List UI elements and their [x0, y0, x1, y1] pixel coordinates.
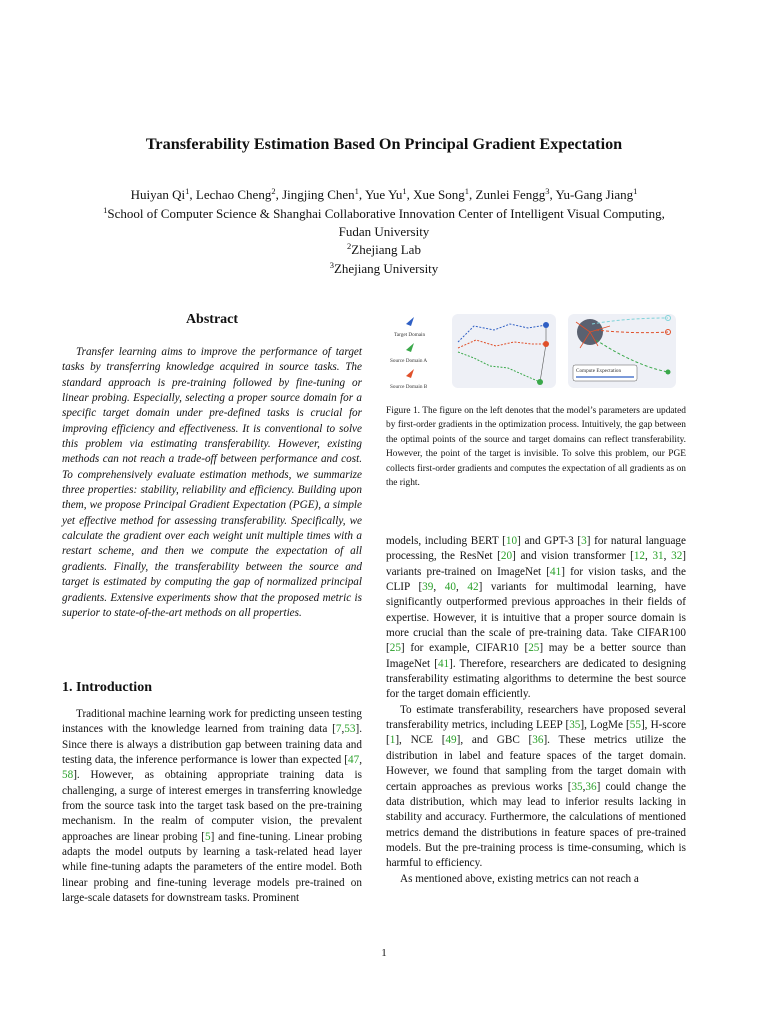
author-sup: 3 [545, 186, 550, 196]
citation-link[interactable]: 3 [581, 535, 587, 547]
citation-link[interactable]: 7 [335, 723, 342, 736]
citation-link[interactable]: 47 [348, 754, 360, 767]
citation-link[interactable]: 35 [569, 719, 581, 732]
legend-source-a-label: Source Domain A [390, 358, 428, 364]
source-a-arrow-icon [406, 343, 414, 352]
author-name: Jingjing Chen [282, 187, 355, 202]
citation-link[interactable]: 32 [671, 550, 683, 563]
affiliation-text: Zhejiang Lab [351, 242, 421, 257]
affiliation-sup: 1 [103, 205, 108, 215]
citation-link[interactable]: 53 [344, 723, 356, 736]
citation-link[interactable]: 58 [62, 769, 74, 782]
paragraph: Traditional machine learning work for predicting unseen testing instances with the knowledge learned from training data [7,53]. Since there is always a distribution gap between training data and testing data, the inference performance is lower than expected [47, 58]. However, as obtaining appropriate training data is challenging, a surge of interest emerges in transferring knowledge from the source task into the target task based on the pre-training mechanism. In the realm of computer vision, the prevalent approaches are linear probing [5] and fine-tuning. Linear probing adapts the model outputs by learning a task-related head layer while fine-tuning adapts the parameters of the entire model. Both linear probing and fine-tuning leverage models pre-trained on large-scale datasets for downstream tasks. Prominent [62, 708, 362, 905]
author-name: Zunlei Fengg [475, 187, 546, 202]
citation-link[interactable]: 35 [571, 780, 583, 793]
source-b-arrow-icon [406, 369, 414, 378]
target-optimum [543, 322, 549, 328]
source-a-optimum [537, 379, 543, 385]
abstract-heading: Abstract [185, 312, 239, 327]
citation-link[interactable]: 20 [500, 550, 513, 563]
author-name: Yu-Gang Jiang [555, 187, 634, 202]
target-arrow-icon [406, 317, 414, 326]
citation-link[interactable]: 55 [629, 719, 641, 732]
right-panel [568, 314, 676, 388]
introduction-body-continued [386, 534, 686, 887]
author-sup: 1 [185, 186, 190, 196]
author-sup: 1 [354, 186, 359, 196]
citation-link[interactable]: 42 [467, 581, 479, 594]
affiliation-2 [0, 240, 768, 259]
paragraph: models, including BERT [10] and GPT-3 [3] for natural language processing, the ResNet [20] and vision transformer [12, 31, 32] variants pre-trained on ImageNet [41] for vision tasks, and the CLIP [39, 40, 42] variants for multimodal learning, have significantly outperformed previous approaches in their fields of expertise. However, it is intuitive that a proper source domain is more crucial than the scale of pre-training data. Take CIFAR100 [25] for example, CIFAR10 [25] may be a better source than ImageNet [41]. Therefore, researchers are dedicated to designing transferability estimating algorithms to determine the best source for the target domain efficiently. [386, 535, 687, 701]
citation-link[interactable]: 41 [550, 565, 562, 578]
left-panel [452, 314, 556, 388]
citation-link[interactable]: 1 [389, 734, 396, 747]
citation-link[interactable]: 49 [445, 734, 457, 747]
figure-caption: Figure 1. The figure on the left denotes that the model’s parameters are updated by first-order gradients in the optimization process. Intuitively, the gap between the optimal points of the source and target domains can reflect transferability. However, the point of the target is invisible. To solve this problem, our PGE collects first-order gradients and computes the expectation of all gradients as on the right. [386, 406, 686, 489]
citation-link[interactable]: 25 [528, 642, 540, 655]
citation-link[interactable]: 25 [389, 642, 401, 655]
page-number: 1 [381, 947, 387, 959]
section-heading-introduction: 1. Introduction [62, 680, 152, 695]
abstract-paragraph: Transfer learning aims to improve the performance of target tasks by transferring knowledge acquired in source tasks. The standard approach is pre-training followed by fine-tuning or linear probing. Especially, selecting a proper source domain for a specific target domain under pre-defined tasks is crucial for improving efficiency and effectiveness. It is conventional to solve this problem via estimating transferability. However, existing methods can not reach a trade-off between performance and cost. To comprehensively evaluate estimation methods, we summarize three properties: stability, reliability and efficiency. Building upon them, we propose Principal Gradient Expectation (PGE), a simple yet effective method for assessing transferability. Specifically, we calculate the gradient over each weight unit multiple times with a restart scheme, and then we compute the expectation of all gradients. Finally, the transferability between the source and target is estimated by computing the gap of normalized principal gradients. Extensive experiments show that the proposed metric is superior to state-of-the-art methods on all properties. [62, 346, 362, 619]
author-sup: 1 [402, 186, 407, 196]
citation-link[interactable]: 10 [505, 535, 518, 547]
affiliation-1 [0, 204, 768, 223]
affiliation-3 [0, 259, 768, 278]
affiliation-text: Zhejiang University [333, 261, 439, 276]
paper-title: Transferability Estimation Based On Principal Gradient Expectation [145, 135, 623, 153]
introduction-body [62, 707, 362, 906]
citation-link[interactable]: 41 [437, 657, 450, 670]
paragraph: As mentioned above, existing metrics can not reach a [400, 872, 639, 885]
citation-link[interactable]: 40 [444, 581, 456, 594]
source-b-optimum [543, 341, 549, 347]
author-sup: 1 [633, 186, 638, 196]
legend-target-label: Target Domain [394, 332, 426, 338]
legend-source-b-label: Source Domain B [390, 384, 428, 390]
paragraph: To estimate transferability, researchers have proposed several transferability metrics, including LEEP [35], LogMe [55], H-score [1], NCE [49], and GBC [36]. These metrics utilize the distribution in label and feature spaces of the target domain. However, we found that sampling from the target domain with certain approaches as previous works [35,36] could change the data distribution, which may lead to inferior results lacking in stability and accuracy. Furthermore, the calculations of mentioned metrics demand the distributions in feature spaces of pre-trained models. But the pre-training process is time-consuming, which is harmful to efficiency. [386, 703, 687, 870]
citation-link[interactable]: 36 [585, 780, 597, 793]
citation-link[interactable]: 5 [205, 830, 211, 843]
author-name: Xue Song [413, 187, 465, 202]
figure-1 [386, 310, 686, 396]
author-name: Lechao Cheng [195, 187, 272, 202]
author-sup: 2 [271, 186, 276, 196]
abstract-body [62, 345, 362, 621]
affiliation-text: School of Computer Science & Shanghai Collaborative Innovation Center of Intelligent Visual Computing, [107, 206, 665, 221]
author-sup: 1 [464, 186, 470, 196]
compute-expectation-label: Compute Expectation [576, 368, 622, 374]
figure-legend [390, 317, 428, 390]
citation-link[interactable]: 12 [633, 550, 645, 563]
citation-link[interactable]: 31 [652, 550, 664, 563]
citation-link[interactable]: 36 [532, 734, 544, 747]
affiliation-sup: 2 [347, 241, 352, 251]
citation-link[interactable]: 39 [422, 581, 434, 594]
author-list: Huiyan Qi$^1$, Lechao Cheng$^2$, Jingjing Chen$^1$, Yue Yu$^1$, Xue Song$^1$, Zunlei Fengg$^3$, Yu-Gang Jiang$^1$ [130, 186, 638, 202]
affiliation-sup: 3 [329, 260, 334, 270]
affiliation-1-cont: Fudan University [338, 224, 430, 239]
author-name: Huiyan Qi [130, 187, 186, 202]
author-name: Yue Yu [364, 187, 403, 202]
